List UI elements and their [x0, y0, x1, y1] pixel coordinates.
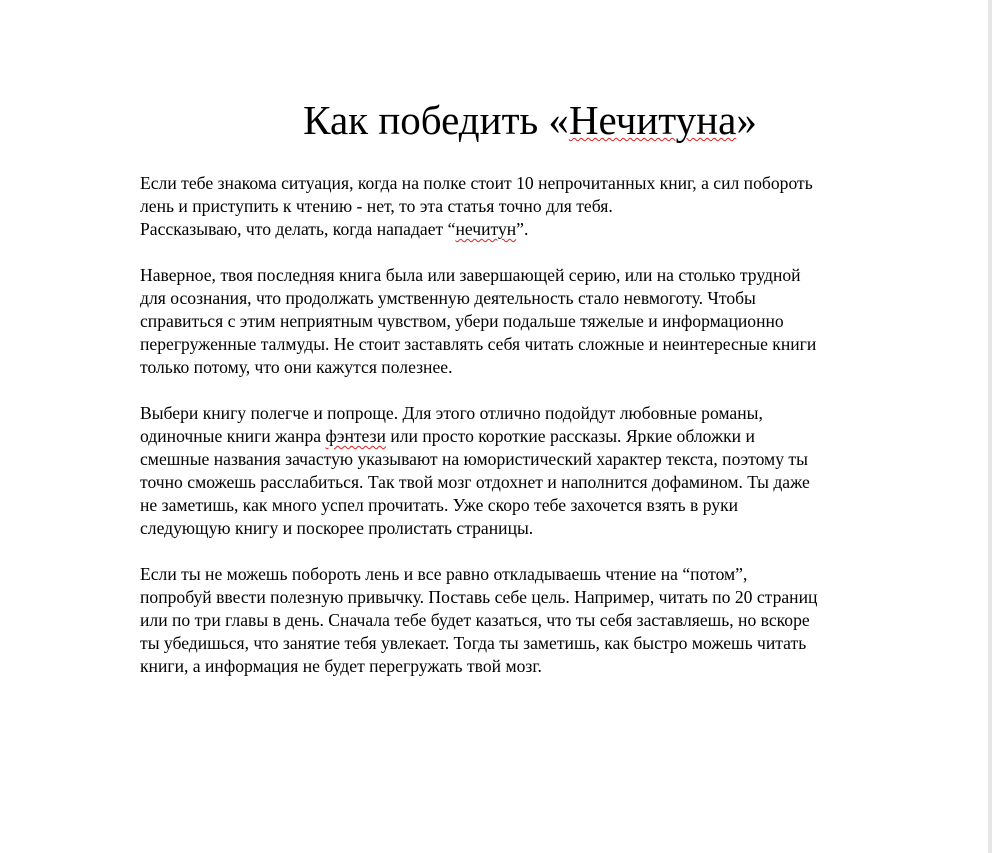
- document-title[interactable]: [0, 92, 992, 148]
- paragraph-line: только потому, что они кажутся полезнее.: [140, 357, 453, 377]
- misspelled-word[interactable]: нечитун: [455, 219, 517, 239]
- title-misspelled-word[interactable]: Нечитуна: [568, 97, 737, 143]
- line-suffix: ”.: [516, 219, 529, 239]
- paragraph-2[interactable]: [140, 264, 930, 379]
- paragraph-line: для осознания, что продолжать умственную деятельность стало невмоготу. Чтобы: [140, 288, 756, 308]
- paragraph-line: Если ты не можешь побороть лень и все равно откладываешь чтение на “потом”,: [140, 564, 748, 584]
- paragraph-line: смешные названия зачастую указывают на юмористический характер текста, поэтому ты: [140, 449, 808, 469]
- page-edge-shadow: [988, 0, 992, 853]
- line-suffix: или просто короткие рассказы. Яркие обложки и: [385, 426, 755, 446]
- paragraph-line: попробуй ввести полезную привычку. Поставь себе цель. Например, читать по 20 страниц: [140, 587, 818, 607]
- paragraph-line: ты убедишься, что занятие тебя увлекает. Тогда ты заметишь, как быстро можешь читать: [140, 633, 807, 653]
- paragraph-line: следующую книгу и поскорее пролистать страницы.: [140, 518, 534, 538]
- paragraph-line: справиться с этим неприятным чувством, убери подальше тяжелые и информационно: [140, 311, 784, 331]
- paragraph-line: [140, 425, 930, 448]
- paragraph-line: [140, 218, 930, 241]
- paragraph-1[interactable]: [140, 172, 930, 241]
- line-prefix: одиночные книги жанра: [140, 426, 326, 446]
- paragraph-line: точно сможешь расслабиться. Так твой мозг отдохнет и наполнится дофамином. Ты даже: [140, 472, 810, 492]
- paragraph-line: Наверное, твоя последняя книга была или завершающей серию, или на столько трудной: [140, 265, 801, 285]
- paragraph-line: книги, а информация не будет перегружать твой мозг.: [140, 656, 542, 676]
- title-prefix: Как победить «: [303, 97, 569, 143]
- title-suffix: »: [736, 97, 757, 143]
- paragraph-line: или по три главы в день. Сначала тебе будет казаться, что ты себя заставляешь, но вскоре: [140, 610, 810, 630]
- paragraph-line: лень и приступить к чтению - нет, то эта статья точно для тебя.: [140, 196, 613, 216]
- line-prefix: Рассказываю, что делать, когда нападает “: [140, 219, 456, 239]
- paragraph-3[interactable]: [140, 402, 930, 540]
- paragraph-line: Выбери книгу полегче и попроще. Для этого отлично подойдут любовные романы,: [140, 403, 763, 423]
- document-body[interactable]: [140, 172, 930, 701]
- paragraph-4[interactable]: [140, 563, 930, 678]
- misspelled-word[interactable]: фэнтези: [325, 426, 386, 446]
- paragraph-line: не заметишь, как много успел прочитать. Уже скоро тебе захочется взять в руки: [140, 495, 739, 515]
- paragraph-line: Если тебе знакома ситуация, когда на полке стоит 10 непрочитанных книг, а сил побороть: [140, 173, 813, 193]
- paragraph-line: перегруженные талмуды. Не стоит заставлять себя читать сложные и неинтересные книги: [140, 334, 817, 354]
